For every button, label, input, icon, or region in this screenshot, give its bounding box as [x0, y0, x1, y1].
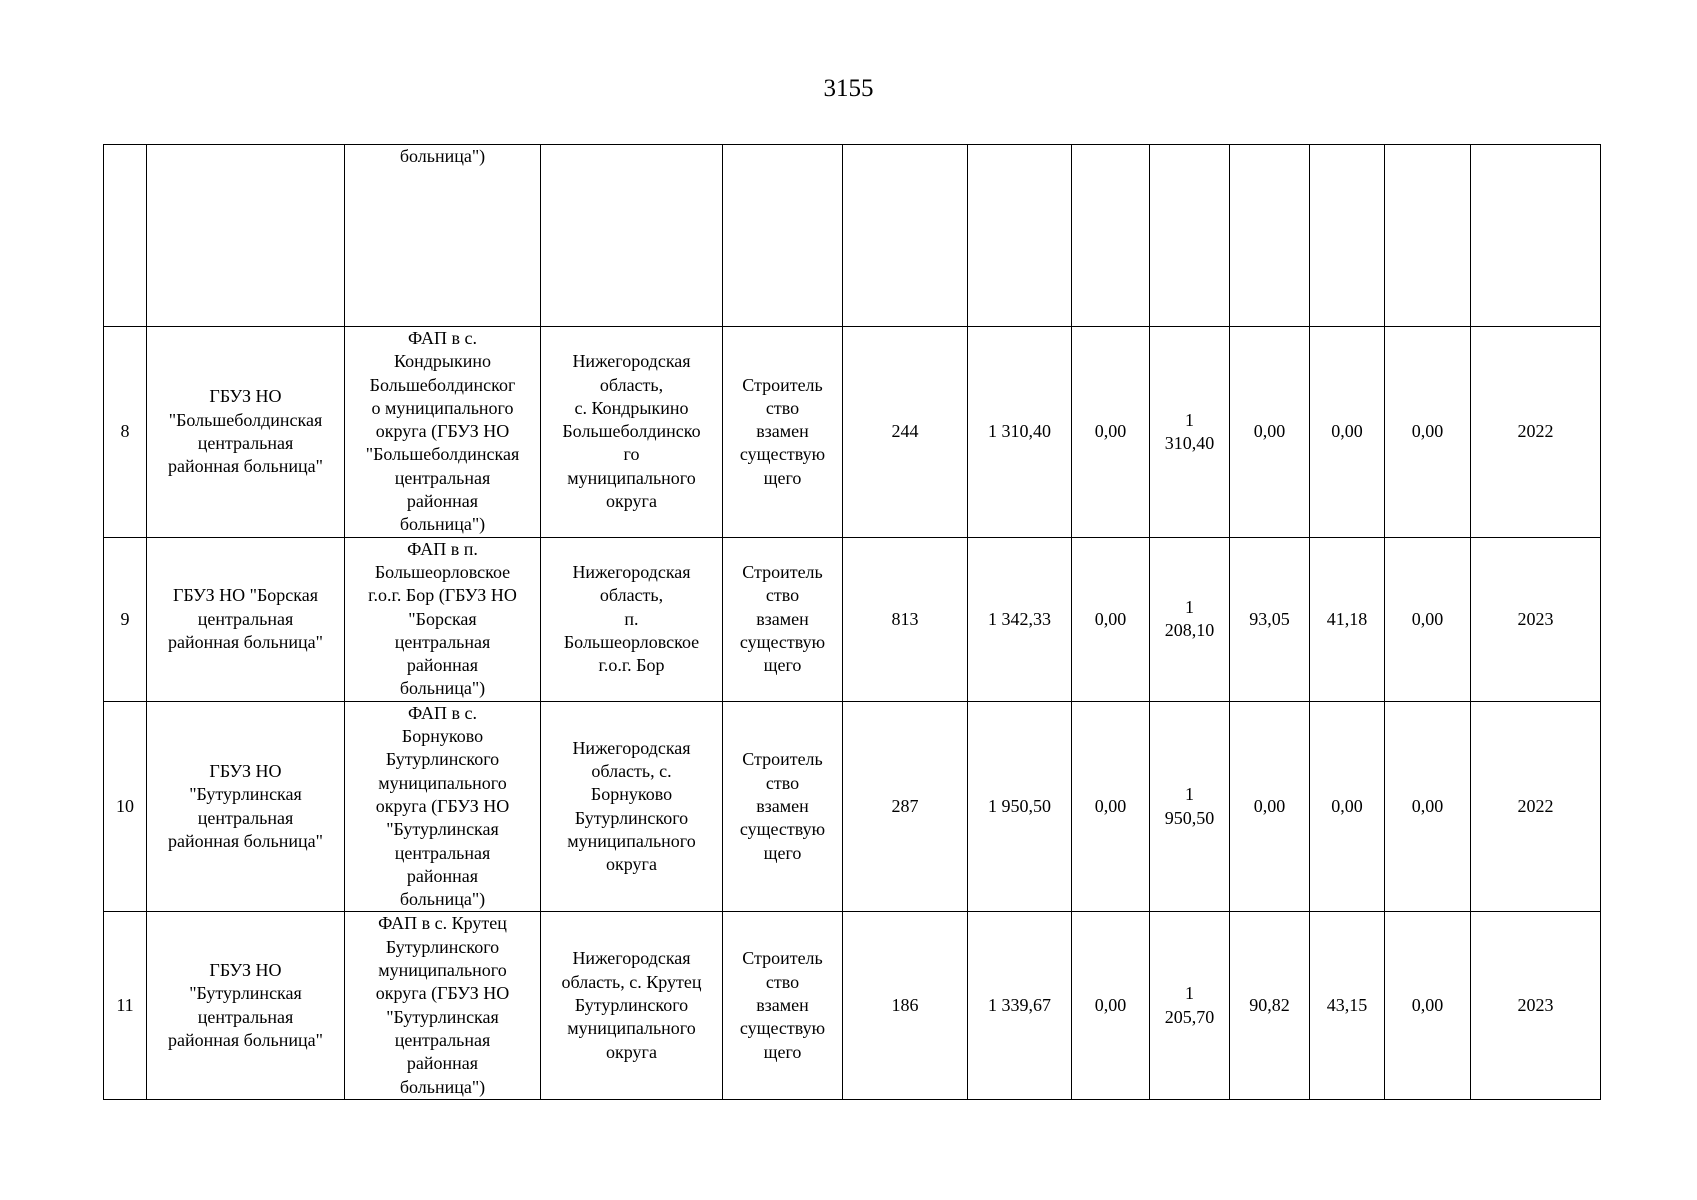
cell-num: 11 — [104, 912, 147, 1099]
cell-num: 8 — [104, 327, 147, 538]
cell-address: Нижегородская область, п. Большеорловское г.о.г. Бор — [541, 537, 723, 701]
cell-col7 — [1072, 145, 1150, 327]
table-row — [104, 537, 1601, 701]
cell-year: 2023 — [1471, 537, 1601, 701]
cell-col8: 1 310,40 — [1150, 327, 1230, 538]
cell-object: ФАП в с. Борнуково Бутурлинского муниципального округа (ГБУЗ НО "Бутурлинская центральная районная больница") — [345, 701, 541, 912]
cell-col9: 0,00 — [1230, 701, 1310, 912]
cell-address: Нижегородская область, с. Кондрыкино Большеболдинско го муниципального округа — [541, 327, 723, 538]
cell-address: Нижегородская область, с. Борнуково Бутурлинского муниципального округа — [541, 701, 723, 912]
cell-total: 1 950,50 — [968, 701, 1072, 912]
cell-col8 — [1150, 145, 1230, 327]
cell-col9 — [1230, 145, 1310, 327]
cell-num: 9 — [104, 537, 147, 701]
cell-col8: 1 208,10 — [1150, 537, 1230, 701]
cell-institution — [147, 145, 345, 327]
table-row — [104, 912, 1601, 1099]
cell-col10 — [1310, 145, 1385, 327]
cell-col10: 41,18 — [1310, 537, 1385, 701]
cell-num — [104, 145, 147, 327]
cell-address: Нижегородская область, с. Крутец Бутурлинского муниципального округа — [541, 912, 723, 1099]
page-number: 3155 — [823, 75, 874, 102]
table-row-continuation — [104, 145, 1601, 327]
cell-col9: 0,00 — [1230, 327, 1310, 538]
cell-area: 813 — [843, 537, 968, 701]
cell-col9: 93,05 — [1230, 537, 1310, 701]
cell-total: 1 339,67 — [968, 912, 1072, 1099]
cell-col11: 0,00 — [1385, 701, 1471, 912]
cell-num: 10 — [104, 701, 147, 912]
cell-year: 2022 — [1471, 701, 1601, 912]
cell-institution: ГБУЗ НО "Большеболдинская центральная районная больница" — [147, 327, 345, 538]
cell-year: 2023 — [1471, 912, 1601, 1099]
cell-col10: 0,00 — [1310, 701, 1385, 912]
cell-object: больница") — [345, 145, 541, 327]
cell-col8: 1 205,70 — [1150, 912, 1230, 1099]
cell-area: 186 — [843, 912, 968, 1099]
cell-year — [1471, 145, 1601, 327]
facilities-table — [103, 144, 1601, 1100]
cell-institution: ГБУЗ НО "Борская центральная районная больница" — [147, 537, 345, 701]
cell-col10: 43,15 — [1310, 912, 1385, 1099]
cell-col9: 90,82 — [1230, 912, 1310, 1099]
cell-object: ФАП в п. Большеорловское г.о.г. Бор (ГБУЗ НО "Борская центральная районная больница") — [345, 537, 541, 701]
cell-col11 — [1385, 145, 1471, 327]
cell-col10: 0,00 — [1310, 327, 1385, 538]
cell-work-type — [723, 145, 843, 327]
table-row — [104, 327, 1601, 538]
cell-institution: ГБУЗ НО "Бутурлинская центральная районная больница" — [147, 912, 345, 1099]
cell-institution: ГБУЗ НО "Бутурлинская центральная районная больница" — [147, 701, 345, 912]
cell-work-type: Строитель ство взамен существую щего — [723, 327, 843, 538]
cell-work-type: Строитель ство взамен существую щего — [723, 701, 843, 912]
cell-col11: 0,00 — [1385, 912, 1471, 1099]
cell-total: 1 310,40 — [968, 327, 1072, 538]
table-row — [104, 701, 1601, 912]
cell-col7: 0,00 — [1072, 701, 1150, 912]
cell-col8: 1 950,50 — [1150, 701, 1230, 912]
cell-work-type: Строитель ство взамен существую щего — [723, 537, 843, 701]
cell-address — [541, 145, 723, 327]
cell-object: ФАП в с. Кондрыкино Большеболдинског о муниципального округа (ГБУЗ НО "Большеболдинская центральная районная больница") — [345, 327, 541, 538]
cell-area — [843, 145, 968, 327]
cell-object: ФАП в с. Крутец Бутурлинского муниципального округа (ГБУЗ НО "Бутурлинская центральная районная больница") — [345, 912, 541, 1099]
cell-total: 1 342,33 — [968, 537, 1072, 701]
cell-area: 287 — [843, 701, 968, 912]
cell-total — [968, 145, 1072, 327]
cell-area: 244 — [843, 327, 968, 538]
cell-work-type: Строитель ство взамен существую щего — [723, 912, 843, 1099]
cell-col7: 0,00 — [1072, 537, 1150, 701]
cell-col11: 0,00 — [1385, 537, 1471, 701]
cell-year: 2022 — [1471, 327, 1601, 538]
cell-col11: 0,00 — [1385, 327, 1471, 538]
cell-col7: 0,00 — [1072, 912, 1150, 1099]
cell-col7: 0,00 — [1072, 327, 1150, 538]
